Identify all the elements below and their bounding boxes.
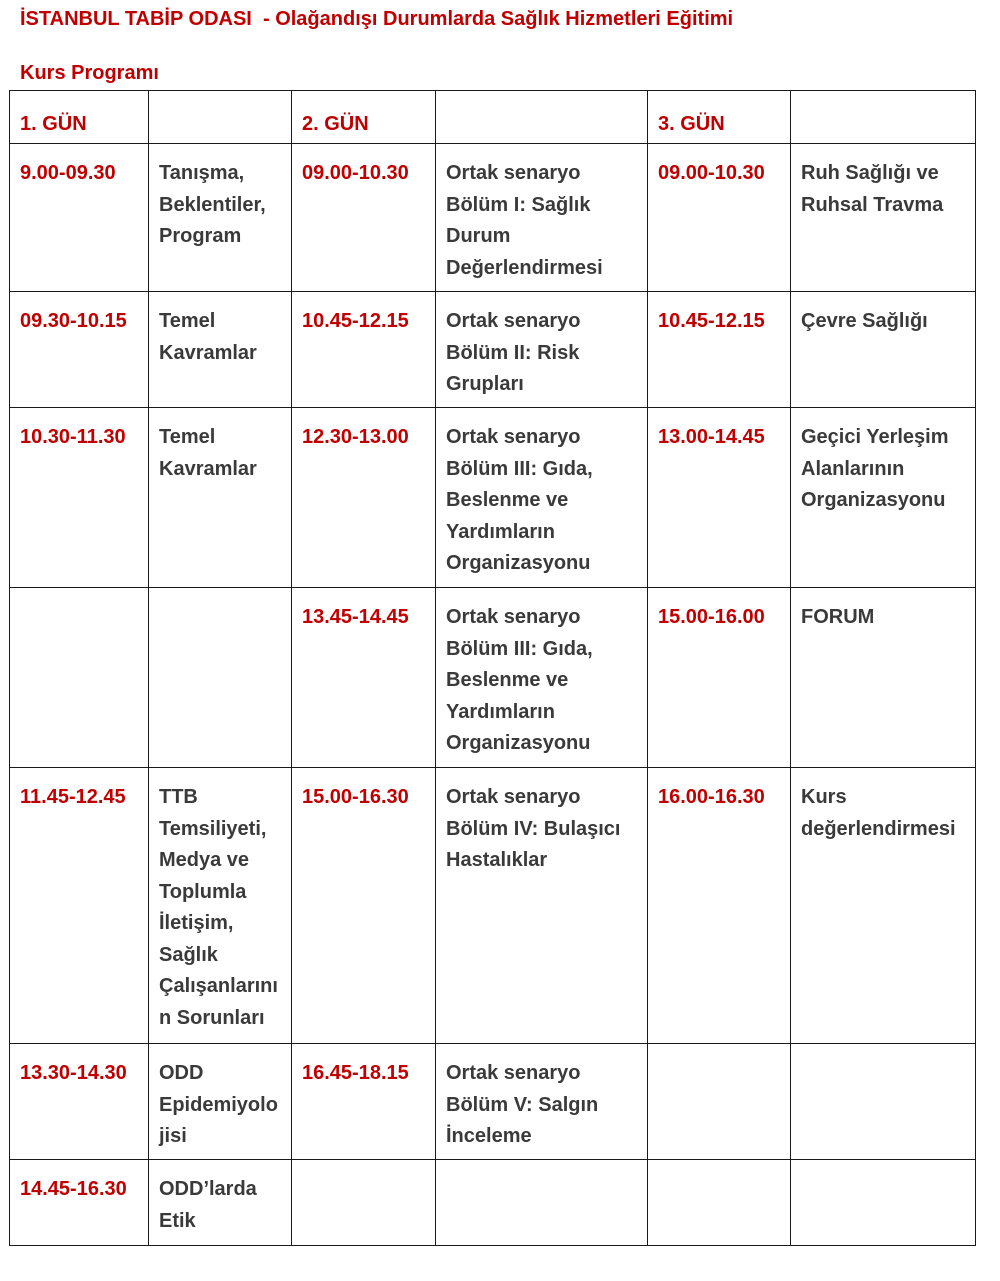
- table-row: [10, 408, 976, 588]
- table-row: [10, 1044, 976, 1160]
- day-2-time: 16.45-18.15: [292, 1044, 436, 1160]
- day-3-topic: [791, 1044, 976, 1160]
- day-2-time: 12.30-13.00: [292, 408, 436, 588]
- day-1-topic: Temel Kavramlar: [149, 292, 292, 408]
- header-empty-cell: [149, 91, 292, 144]
- day-1-header: 1. GÜN: [10, 91, 149, 144]
- day-3-time: 13.00-14.45: [648, 408, 791, 588]
- day-2-topic: Ortak senaryo Bölüm II: Risk Grupları: [436, 292, 648, 408]
- page-subtitle: Kurs Programı: [20, 62, 159, 84]
- day-3-topic: [791, 1160, 976, 1246]
- day-2-time: 13.45-14.45: [292, 588, 436, 768]
- day-2-topic: Ortak senaryo Bölüm I: Sağlık Durum Değerlendirmesi: [436, 144, 648, 292]
- table-header-row: [10, 91, 976, 144]
- day-1-topic: Temel Kavramlar: [149, 408, 292, 588]
- day-2-topic: Ortak senaryo Bölüm V: Salgın İnceleme: [436, 1044, 648, 1160]
- page-title: İSTANBUL TABİP ODASI - Olağandışı Durumlarda Sağlık Hizmetleri Eğitimi: [20, 8, 734, 30]
- day-1-time: 11.45-12.45: [10, 768, 149, 1044]
- day-1-topic: [149, 588, 292, 768]
- day-1-time: 14.45-16.30: [10, 1160, 149, 1246]
- day-3-topic: Geçici Yerleşim Alanlarının Organizasyonu: [791, 408, 976, 588]
- table-row: [10, 768, 976, 1044]
- day-1-topic: ODD Epidemiyolojisi: [149, 1044, 292, 1160]
- day-2-topic: Ortak senaryo Bölüm IV: Bulaşıcı Hastalıklar: [436, 768, 648, 1044]
- day-3-time: [648, 1160, 791, 1246]
- day-3-time: 15.00-16.00: [648, 588, 791, 768]
- header-empty-cell: [436, 91, 648, 144]
- course-schedule-table: [9, 90, 976, 1246]
- day-2-topic: [436, 1160, 648, 1246]
- day-2-time: [292, 1160, 436, 1246]
- day-2-time: 10.45-12.15: [292, 292, 436, 408]
- day-3-topic: FORUM: [791, 588, 976, 768]
- table-row: [10, 588, 976, 768]
- day-2-topic: Ortak senaryo Bölüm III: Gıda, Beslenme ve Yardımların Organizasyonu: [436, 408, 648, 588]
- table-row: [10, 292, 976, 408]
- day-1-topic: TTB Temsiliyeti, Medya ve Toplumla İletişim, Sağlık Çalışanlarının Sorunları: [149, 768, 292, 1044]
- header-empty-cell: [791, 91, 976, 144]
- day-1-time: 9.00-09.30: [10, 144, 149, 292]
- day-3-topic: Ruh Sağlığı ve Ruhsal Travma: [791, 144, 976, 292]
- day-3-time: 16.00-16.30: [648, 768, 791, 1044]
- day-1-time: 13.30-14.30: [10, 1044, 149, 1160]
- day-3-topic: Çevre Sağlığı: [791, 292, 976, 408]
- day-3-time: [648, 1044, 791, 1160]
- day-2-topic: Ortak senaryo Bölüm III: Gıda, Beslenme ve Yardımların Organizasyonu: [436, 588, 648, 768]
- day-3-header: 3. GÜN: [648, 91, 791, 144]
- day-1-time: [10, 588, 149, 768]
- day-1-topic: Tanışma, Beklentiler, Program: [149, 144, 292, 292]
- day-2-time: 15.00-16.30: [292, 768, 436, 1044]
- day-2-time: 09.00-10.30: [292, 144, 436, 292]
- day-2-header: 2. GÜN: [292, 91, 436, 144]
- table-row: [10, 144, 976, 292]
- table-row: [10, 1160, 976, 1246]
- day-1-topic: ODD’larda Etik: [149, 1160, 292, 1246]
- day-3-topic: Kurs değerlendirmesi: [791, 768, 976, 1044]
- day-1-time: 10.30-11.30: [10, 408, 149, 588]
- day-3-time: 09.00-10.30: [648, 144, 791, 292]
- day-1-time: 09.30-10.15: [10, 292, 149, 408]
- day-3-time: 10.45-12.15: [648, 292, 791, 408]
